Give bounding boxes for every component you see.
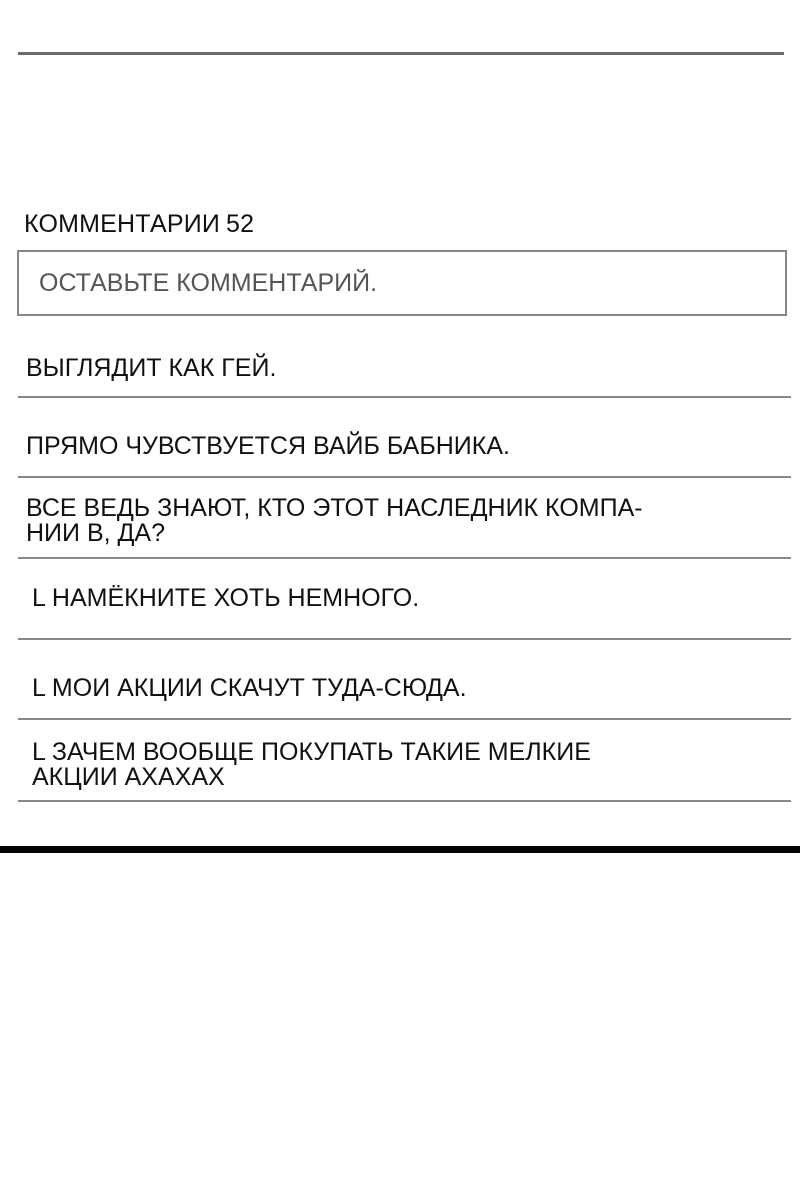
- comment-text: ПРЯМО ЧУВСТВУЕТСЯ ВАЙБ БАБНИКА.: [26, 432, 510, 460]
- comments-header: [24, 210, 260, 239]
- comments-label: КОММЕНТАРИИ: [24, 210, 221, 238]
- bottom-divider: [0, 846, 800, 853]
- comment-item: [18, 318, 791, 398]
- comment-text: ВЫГЛЯДИТ КАК ГЕЙ.: [26, 354, 277, 382]
- top-divider: [18, 52, 784, 55]
- comment-text: ВСЕ ВЕДЬ ЗНАЮТ, КТО ЭТОТ НАСЛЕДНИК КОМПА- НИИ В, ДА?: [26, 494, 643, 547]
- reply-text: L МОИ АКЦИИ СКАЧУТ ТУДА-СЮДА.: [32, 674, 467, 702]
- comments-count: 52: [226, 210, 255, 238]
- reply-text: L ЗАЧЕМ ВООБЩЕ ПОКУПАТЬ ТАКИЕ МЕЛКИЕ АКЦИИ АХАХАХ: [32, 738, 591, 791]
- reply-item: [18, 720, 791, 802]
- comment-item: [18, 398, 791, 478]
- comment-input[interactable]: [17, 250, 787, 316]
- reply-item: [18, 640, 791, 720]
- comment-item: [18, 478, 791, 559]
- comment-list: [18, 318, 791, 802]
- reply-item: [18, 559, 791, 640]
- reply-text: L НАМЁКНИТЕ ХОТЬ НЕМНОГО.: [32, 584, 420, 612]
